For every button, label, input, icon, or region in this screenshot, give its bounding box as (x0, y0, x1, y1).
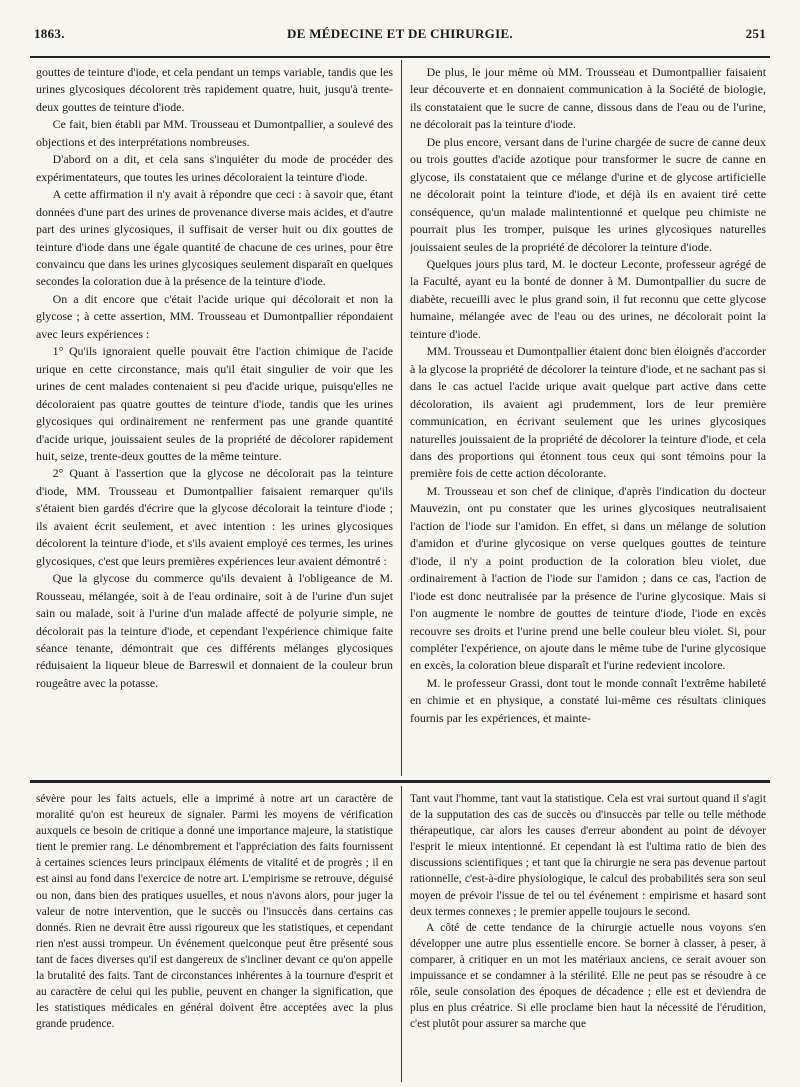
paragraph: A cette affirmation il n'y avait à répondre que ceci : à savoir que, étant données d'une part des urines de provenance diverse mais acides, et d'autre part des urines glycosiques, il suffisait de verser huit ou dix gouttes de teinture d'iode dans une égale quantité de chacune de ces urines, pour être convaincu que dans les urines glycosiques seulement disparaît en quelques secondes la coloration due à la présence de la teinture d'iode. (36, 187, 393, 289)
column-divider-upper (401, 60, 402, 776)
paragraph: Quelques jours plus tard, M. le docteur Leconte, professeur agrégé de la Faculté, ayant eu la bonté de donner à M. Dumontpallier du sucre de diabète, recueilli avec le plus grand soin, il fut reconnu que cette glycose humaine, mélangée avec de l'eau ou des urines, ne décolorait point la teinture d'iode. (410, 256, 766, 341)
running-header (30, 26, 770, 48)
upper-right-column (410, 64, 766, 774)
column-divider-lower (401, 786, 402, 1082)
header-title: DE MÉDECINE ET DE CHIRURGIE. (287, 26, 513, 41)
lower-left-column (36, 791, 393, 1081)
paragraph: A côté de cette tendance de la chirurgie actuelle nous voyons s'en développer une autre plus essentielle encore. Se borner à classer, à peser, à comparer, à critiquer en un mot les matériaux anciens, ce serait avouer son impuissance et se condamner à la stérilité. Elle ne peut pas se résoudre à ce rôle, seule consolation des époques de décadence ; elle est et deviendra de plus en plus créatrice. Si elle proclame bien haut la nécessité de l'érudition, c'est plutôt pour assurer sa marche que (410, 921, 766, 1031)
page-number: 251 (745, 26, 766, 41)
paragraph: De plus, le jour même où MM. Trousseau et Dumontpallier faisaient leur découverte et en donnaient communication à la Société de biologie, ils constataient que le sucre de canne, dissous dans de l'eau ou de l'urine, ne décolorait pas la teinture d'iode. (410, 65, 766, 132)
paragraph: 1° Qu'ils ignoraient quelle pouvait être l'action chimique de l'acide urique en cette circonstance, mais qu'il était singulier de voir que les urines de cent malades contenaient si peu d'acide urique, puisqu'elles ne décoloraient pas quatre gouttes de teinture d'iode, tandis que les urines glycosiques qui ordinairement ne renferment pas une grande quantité d'acide urique, jouissaient seules de la propriété de décolorer rapidement huit, seize, trente-deux gouttes de la même teinture. (36, 344, 393, 463)
paragraph: Ce fait, bien établi par MM. Trousseau et Dumontpallier, a soulevé des objections et des interprétations nombreuses. (36, 117, 393, 149)
paragraph: sévère pour les faits actuels, elle a imprimé à notre art un caractère de moralité qu'on est heureux de signaler. Parmi les moyens de vérification auxquels ce besoin de critique a donné une importance majeure, la statistique tient le premier rang. Le dénombrement et l'appréciation des faits fournissent à certaines sciences leurs principaux éléments de vitalité et de progrès ; il en est ainsi au fond dans l'exercice de notre art. L'empirisme se retrouve, déguisé ou non, dans bien des pratiques usuelles, et nous n'avons alors, pour juger la valeur de notre intervention, que le succès ou l'insuccès dans certains cas donnés. Rien ne devrait être aussi rigoureux que les statistiques, et cependant rien n'est aussi trompeur. Un événement quelconque peut être présenté sous tant de faces diverses qu'il est dangereux de s'incliner devant ce qu'on appelle la brutalité des faits. Tant de circonstances inhérentes à la tournure d'esprit et au caractère de celui qui les publie, peuvent en changer la signification, que les statistiques médicales en général doivent être acceptées avec la plus grande prudence. (36, 793, 393, 1031)
paragraph: D'abord on a dit, et cela sans s'inquiéter du mode de procéder des expérimentateurs, que toutes les urines décoloraient la teinture d'iode. (36, 152, 393, 184)
paragraph: On a dit encore que c'était l'acide urique qui décolorait et non la glycose ; à cette assertion, MM. Trousseau et Dumontpallier répondaient avec leurs expériences : (36, 291, 393, 341)
header-rule (30, 56, 770, 58)
paragraph: M. le professeur Grassi, dont tout le monde connaît l'extrême habileté en chimie et en physique, a constaté lui-même ces résultats cliniques fournis par les expériences, et mainte- (410, 675, 766, 725)
header-year: 1863. (34, 26, 65, 41)
paragraph: M. Trousseau et son chef de clinique, d'après l'indication du docteur Mauvezin, ont pu constater que les urines glycosiques neutralisaient l'action de l'iode sur l'amidon. En effet, si dans un mélange de solution d'amidon et d'urine glycosique on verse quelques gouttes de teinture d'iode, il n'y a point production de la coloration bleu violet, due ordinairement à l'action de l'iode sur l'amidon ; dans ce cas, l'action de l'iode est donc neutralisée par la présence de l'urine glycosique. Mais si l'on augmente le nombre de gouttes de teinture d'iode, l'iode en excès recouvre ses droits et l'urine prend une belle couleur bleu violet. Si, pour compléter l'expérience, on ajoute dans le même tube de l'urine glycosique en excès, la coloration bleue disparaît et l'urine redevient incolore. (410, 483, 766, 673)
paragraph: MM. Trousseau et Dumontpallier étaient donc bien éloignés d'accorder à la glycose la propriété de décolorer la teinture d'iode, et ne sachant pas si dans le cas actuel l'acide urique avait quelque part active dans cette décoloration, ils avaient agi prudemment, lors de leur première communication, en écrivant seulement que les urines glycosiques naturelles jouissaient de la propriété de décolorer la teinture d'iode, et cela dans des proportions qui étonnent tous ceux qui sont témoins pour la première fois de cette action décolorante. (410, 344, 766, 481)
paragraph: Que la glycose du commerce qu'ils devaient à l'obligeance de M. Rousseau, mélangée, soit à de l'eau ordinaire, soit à de l'urine d'un sujet sain ou malade, soit à l'urine d'un malade affecté de polyurie simple, ne décolorait pas la teinture d'iode, et cependant l'expérience chimique faite séance tenante, démontrait que ces différents mélanges glycosiques réduisaient la liqueur bleue de Barreswil et donnaient de la couleur brun rougeâtre avec la potasse. (36, 571, 393, 690)
upper-left-column (36, 64, 393, 774)
lower-right-column (410, 791, 766, 1081)
section-rule (30, 780, 770, 783)
paragraph: De plus encore, versant dans de l'urine chargée de sucre de canne deux ou trois gouttes d'acide azotique pour transformer le sucre de canne en glycose, ils constataient que ce mélange d'urine et de glycose artificielle ne décolorait point la teinture d'iode, et déjà ils en avaient tiré cette conséquence, qu'un malade malintentionné et quelque peu chimiste ne pourrait plus les tromper, puisque les urines glycosiques naturelles jouissaient seules de la propriété de décolorer la teinture d'iode. (410, 134, 766, 254)
paragraph: Tant vaut l'homme, tant vaut la statistique. Cela est vrai surtout quand il s'agit de la supputation des cas de succès ou d'insuccès par telle ou telle méthode thérapeutique, car alors les causes d'erreur abondent au point de dévoyer l'esprit le mieux intentionné. Et cependant là est l'ultima ratio de bien des discussions scientifiques ; et tant que la chirurgie ne sera pas devenue partout rationnelle, c'est-à-dire physiologique, le calcul des probabilités sera son seul moyen de prévoir l'issue de tel ou tel événement : empirisme et hasard sont deux termes connexes ; le premier appelle toujours le second. (410, 793, 766, 918)
paragraph: gouttes de teinture d'iode, et cela pendant un temps variable, tandis que les urines glycosiques décolorent très rapidement quatre, huit, jusqu'à trente-deux gouttes de teinture d'iode. (36, 65, 393, 114)
paragraph: 2° Quant à l'assertion que la glycose ne décolorait pas la teinture d'iode, MM. Trousseau et Dumontpallier faisaient remarquer qu'ils s'étaient bien gardés d'écrire que la glycose décolorait la teinture d'iode ; ils avaient écrit seulement, et avec intention : les urines glycosiques décolorent la teinture d'iode, et s'ils avaient employé ces termes, les urines glycosiques, c'est que leurs premières expériences leur avaient démontré : (36, 466, 393, 568)
